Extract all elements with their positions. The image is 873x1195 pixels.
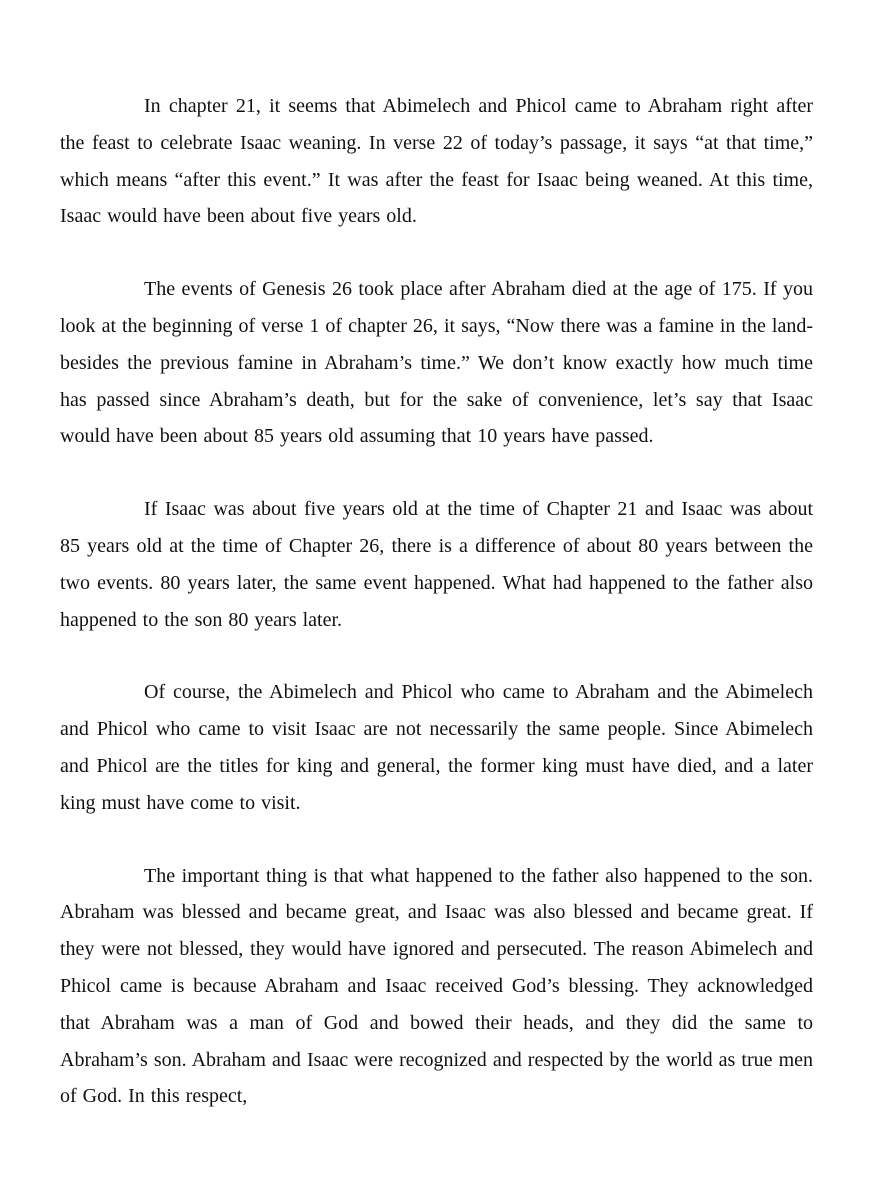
paragraph-2: The events of Genesis 26 took place after Abraham died at the age of 175. If you look at the beginning of verse 1 of chapter 26, it says, “Now there was a famine in the land-besides the previous famine in Abraham’s time.” We don’t know exactly how much time has passed since Abraham’s death, but for the sake of convenience, let’s say that Isaac would have been about 85 years old assuming that 10 years have passed. xyxy=(60,278,813,448)
document-body xyxy=(60,88,813,1115)
paragraph-3: If Isaac was about five years old at the time of Chapter 21 and Isaac was about 85 years old at the time of Chapter 26, there is a difference of about 80 years between the two events. 80 years later, the same event happened. What had happened to the father also happened to the son 80 years later. xyxy=(60,498,813,631)
paragraph-1: In chapter 21, it seems that Abimelech and Phicol came to Abraham right after the feast to celebrate Isaac weaning. In verse 22 of today’s passage, it says “at that time,” which means “after this event.” It was after the feast for Isaac being weaned. At this time, Isaac would have been about five years old. xyxy=(60,95,813,228)
paragraph-5: The important thing is that what happened to the father also happened to the son. Abraham was blessed and became great, and Isaac was also blessed and became great. If they were not blessed, they would have ignored and persecuted. The reason Abimelech and Phicol came is because Abraham and Isaac received God’s blessing. They acknowledged that Abraham was a man of God and bowed their heads, and they did the same to Abraham’s son. Abraham and Isaac were recognized and respected by the world as true men of God. In this respect, xyxy=(60,864,813,1108)
paragraph-4: Of course, the Abimelech and Phicol who came to Abraham and the Abimelech and Phicol who came to visit Isaac are not necessarily the same people. Since Abimelech and Phicol are the titles for king and general, the former king must have died, and a later king must have come to visit. xyxy=(60,681,813,814)
